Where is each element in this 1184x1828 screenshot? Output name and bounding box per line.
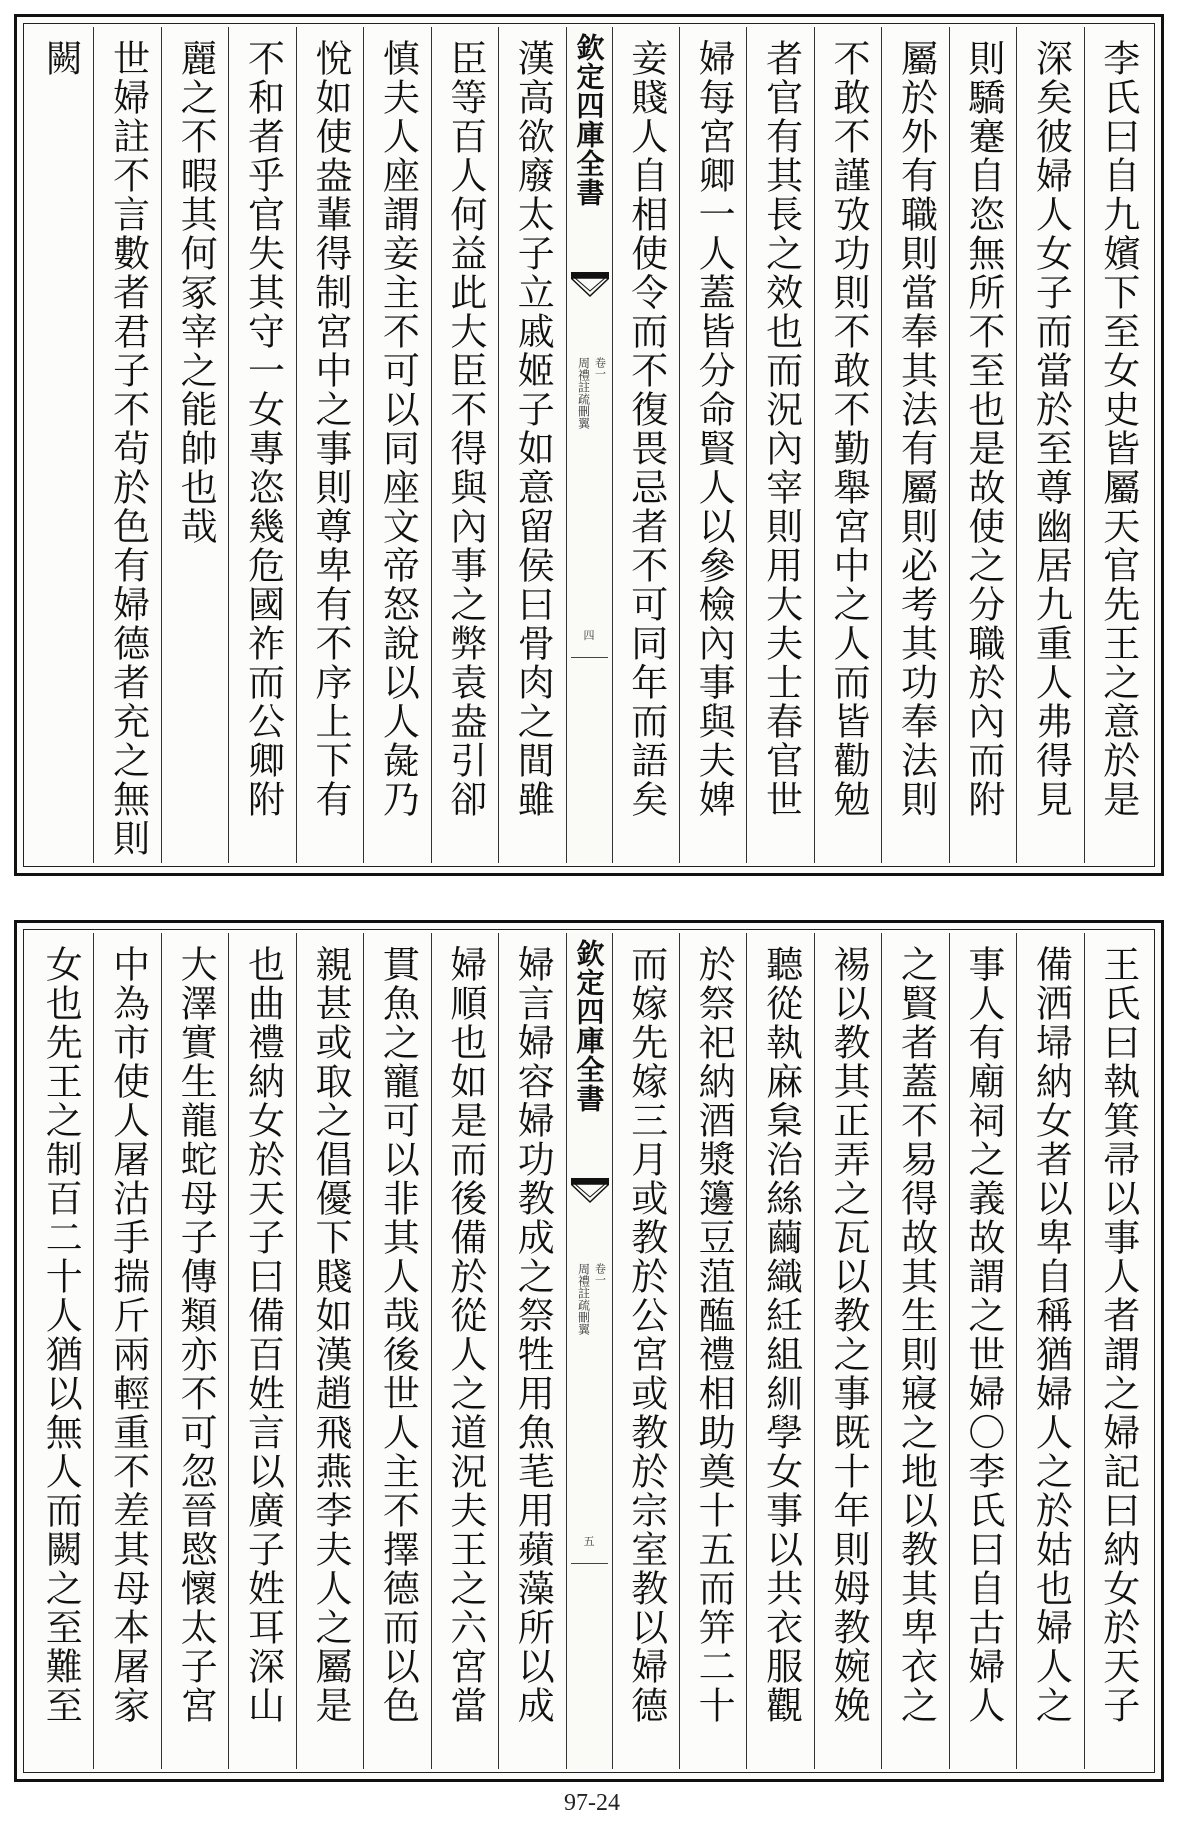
- page-number: 97-24: [564, 1790, 620, 1816]
- text-column: [949, 27, 1016, 863]
- text-column: [679, 933, 746, 1769]
- center-folio: 四: [583, 629, 595, 642]
- top-page-columns: [27, 27, 1151, 863]
- text-column: [679, 27, 746, 863]
- column-text: 之賢者蓋不易得故其生則寢之地以教其卑衣之: [894, 945, 938, 1725]
- text-column: [1084, 27, 1151, 863]
- column-text: 不和者乎官失其守一女專恣幾危國祚而公卿附: [241, 39, 285, 819]
- column-text: 李氏曰自九嬪下至女史皆屬天官先王之意於是: [1096, 39, 1140, 819]
- center-title: 欽定四庫全書: [572, 33, 606, 207]
- text-column: [881, 933, 948, 1769]
- column-text: 屬於外有職則當奉其法有屬則必考其功奉法則: [894, 39, 938, 819]
- column-text: 中為市使人屠沽手揣斤兩輕重不差其母本屠家: [106, 945, 150, 1725]
- column-text: 世婦註不言數者君子不茍於色有婦德者充之無則: [106, 39, 150, 858]
- center-folio: 五: [583, 1535, 595, 1548]
- column-text: 則驕蹇自恣無所不至也是故使之分職於內而附: [961, 39, 1005, 819]
- column-text: 漢高欲廢太子立戚姬子如意留侯曰骨肉之間雖: [511, 39, 555, 819]
- text-column: [363, 933, 430, 1769]
- column-text: 婦言婦容婦功教成之祭牲用魚芼用蘋藻所以成: [511, 945, 555, 1725]
- text-column: [27, 27, 93, 863]
- column-text: 臣等百人何益此大臣不得與內事之弊袁盎引卻: [443, 39, 487, 819]
- bottom-page: [14, 920, 1164, 1782]
- text-column: [1016, 27, 1083, 863]
- text-column: [431, 27, 498, 863]
- column-text: 備洒埽納女者以卑自稱猶婦人之於姑也婦人之: [1029, 945, 1073, 1725]
- text-column: [27, 933, 93, 1769]
- top-page: [14, 14, 1164, 876]
- column-text: 慎夫人座謂妾主不可以同座文帝怒說以人彘乃: [376, 39, 420, 819]
- center-divider: [571, 1563, 608, 1564]
- column-text: 女也先王之制百二十人猶以無人而闕之至難至: [39, 945, 83, 1725]
- column-text: 於祭祀納酒漿籩豆菹醢禮相助奠十五而笄二十: [692, 945, 736, 1725]
- column-text: 王氏曰執箕帚以事人者謂之婦記曰納女於天子: [1096, 945, 1140, 1725]
- text-column: [93, 933, 160, 1769]
- column-text: 者官有其長之效也而況內宰則用大夫士春官世: [759, 39, 803, 819]
- center-book-title: 周禮註疏刪翼: [576, 1263, 591, 1335]
- center-juan: 卷一: [593, 1263, 607, 1285]
- column-text: 婦每宮卿一人蓋皆分命賢人以參檢內事與夫婢: [692, 39, 736, 819]
- text-column: [949, 933, 1016, 1769]
- text-column: [498, 27, 565, 863]
- center-column: [566, 933, 612, 1769]
- center-column: [566, 27, 612, 863]
- column-text: 也曲禮納女於天子曰備百姓言以廣子姓耳深山: [241, 945, 285, 1725]
- column-text: 麗之不暇其何冢宰之能帥也哉: [174, 39, 218, 546]
- text-column: [814, 933, 881, 1769]
- column-text: 聽從執麻枲治絲繭織紝組紃學女事以共衣服觀: [759, 945, 803, 1725]
- center-title: 欽定四庫全書: [572, 939, 606, 1113]
- text-column: [363, 27, 430, 863]
- center-divider: [571, 657, 608, 658]
- text-column: [93, 27, 160, 863]
- center-juan: 卷一: [593, 357, 607, 379]
- text-column: [612, 933, 679, 1769]
- text-column: [296, 27, 363, 863]
- text-column: [296, 933, 363, 1769]
- column-text: 大澤實生龍蛇母子傳類亦不可忽晉愍懷太子宮: [174, 945, 218, 1725]
- column-text: 婦順也如是而後備於從人之道況夫王之六宮當: [443, 945, 487, 1725]
- text-column: [161, 27, 228, 863]
- text-column: [498, 933, 565, 1769]
- column-text: 裼以教其正弄之瓦以教之事既十年則姆教婉娩: [827, 945, 871, 1725]
- bottom-page-columns: [27, 933, 1151, 1769]
- text-column: [228, 933, 295, 1769]
- column-text: 而嫁先嫁三月或教於公宮或教於宗室教以婦德: [624, 945, 668, 1725]
- column-text: 悅如使盎輩得制宮中之事則尊卑有不序上下有: [308, 39, 352, 819]
- text-column: [746, 933, 813, 1769]
- column-text: 貫魚之寵可以非其人哉後世人主不擇德而以色: [376, 945, 420, 1725]
- text-column: [746, 27, 813, 863]
- text-column: [612, 27, 679, 863]
- center-book-title: 周禮註疏刪翼: [576, 357, 591, 429]
- text-column: [1016, 933, 1083, 1769]
- text-column: [881, 27, 948, 863]
- column-text: 親甚或取之倡優下賤如漢趙飛燕李夫人之屬是: [308, 945, 352, 1725]
- text-column: [431, 933, 498, 1769]
- column-text: 妾賤人自相使令而不復畏忌者不可同年而語矣: [624, 39, 668, 819]
- column-text: 深矣彼婦人女子而當於至尊幽居九重人弗得見: [1029, 39, 1073, 819]
- column-text: 不敢不謹攷功則不敢不勤舉宮中之人而皆勸勉: [827, 39, 871, 819]
- fishtail-mark-icon: [571, 1178, 609, 1204]
- fishtail-mark-icon: [571, 272, 609, 298]
- text-column: [228, 27, 295, 863]
- column-text: 事人有廟祠之義故謂之世婦〇李氏曰自古婦人: [961, 945, 1005, 1725]
- text-column: [161, 933, 228, 1769]
- text-column: [814, 27, 881, 863]
- text-column: [1084, 933, 1151, 1769]
- column-text: 闕: [39, 39, 83, 78]
